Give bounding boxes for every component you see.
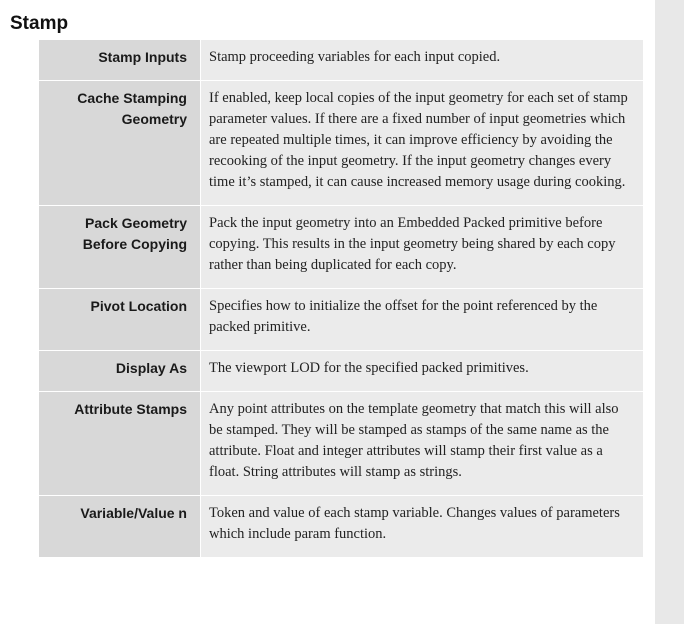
param-row: [39, 206, 643, 289]
parameter-table: [39, 40, 643, 558]
param-name: Stamp Inputs: [39, 40, 201, 81]
param-description: Stamp proceeding variables for each input copied.: [201, 40, 644, 81]
param-row: [39, 351, 643, 392]
right-margin-panel: [655, 0, 684, 624]
param-description: Specifies how to initialize the offset for the point referenced by the packed primitive.: [201, 289, 644, 351]
param-description: Token and value of each stamp variable. Changes values of parameters which include param function.: [201, 496, 644, 558]
param-row: [39, 496, 643, 558]
param-name: Attribute Stamps: [39, 392, 201, 496]
section-title: Stamp: [10, 13, 69, 34]
param-name: Cache Stamping Geometry: [39, 81, 201, 206]
param-description: The viewport LOD for the specified packed primitives.: [201, 351, 644, 392]
param-row: [39, 81, 643, 206]
param-description: Pack the input geometry into an Embedded Packed primitive before copying. This results in the input geometry being shared by each copy rather than being duplicated for each copy.: [201, 206, 644, 289]
param-name: Pack Geometry Before Copying: [39, 206, 201, 289]
param-name: Variable/Value n: [39, 496, 201, 558]
param-name: Pivot Location: [39, 289, 201, 351]
param-description: Any point attributes on the template geometry that match this will also be stamped. They will be stamped as stamps of the same name as the attribute. Float and integer attributes will stamp their first value as a float. String attributes will stamp as strings.: [201, 392, 644, 496]
param-name: Display As: [39, 351, 201, 392]
param-row: [39, 40, 643, 81]
param-row: [39, 392, 643, 496]
param-row: [39, 289, 643, 351]
param-description: If enabled, keep local copies of the input geometry for each set of stamp parameter values. If there are a fixed number of input geometries which are repeated multiple times, it can improve efficiency by avoiding the recooking of the input geometry. If the input geometry changes every time it’s stamped, it can cause increased memory usage during cooking.: [201, 81, 644, 206]
